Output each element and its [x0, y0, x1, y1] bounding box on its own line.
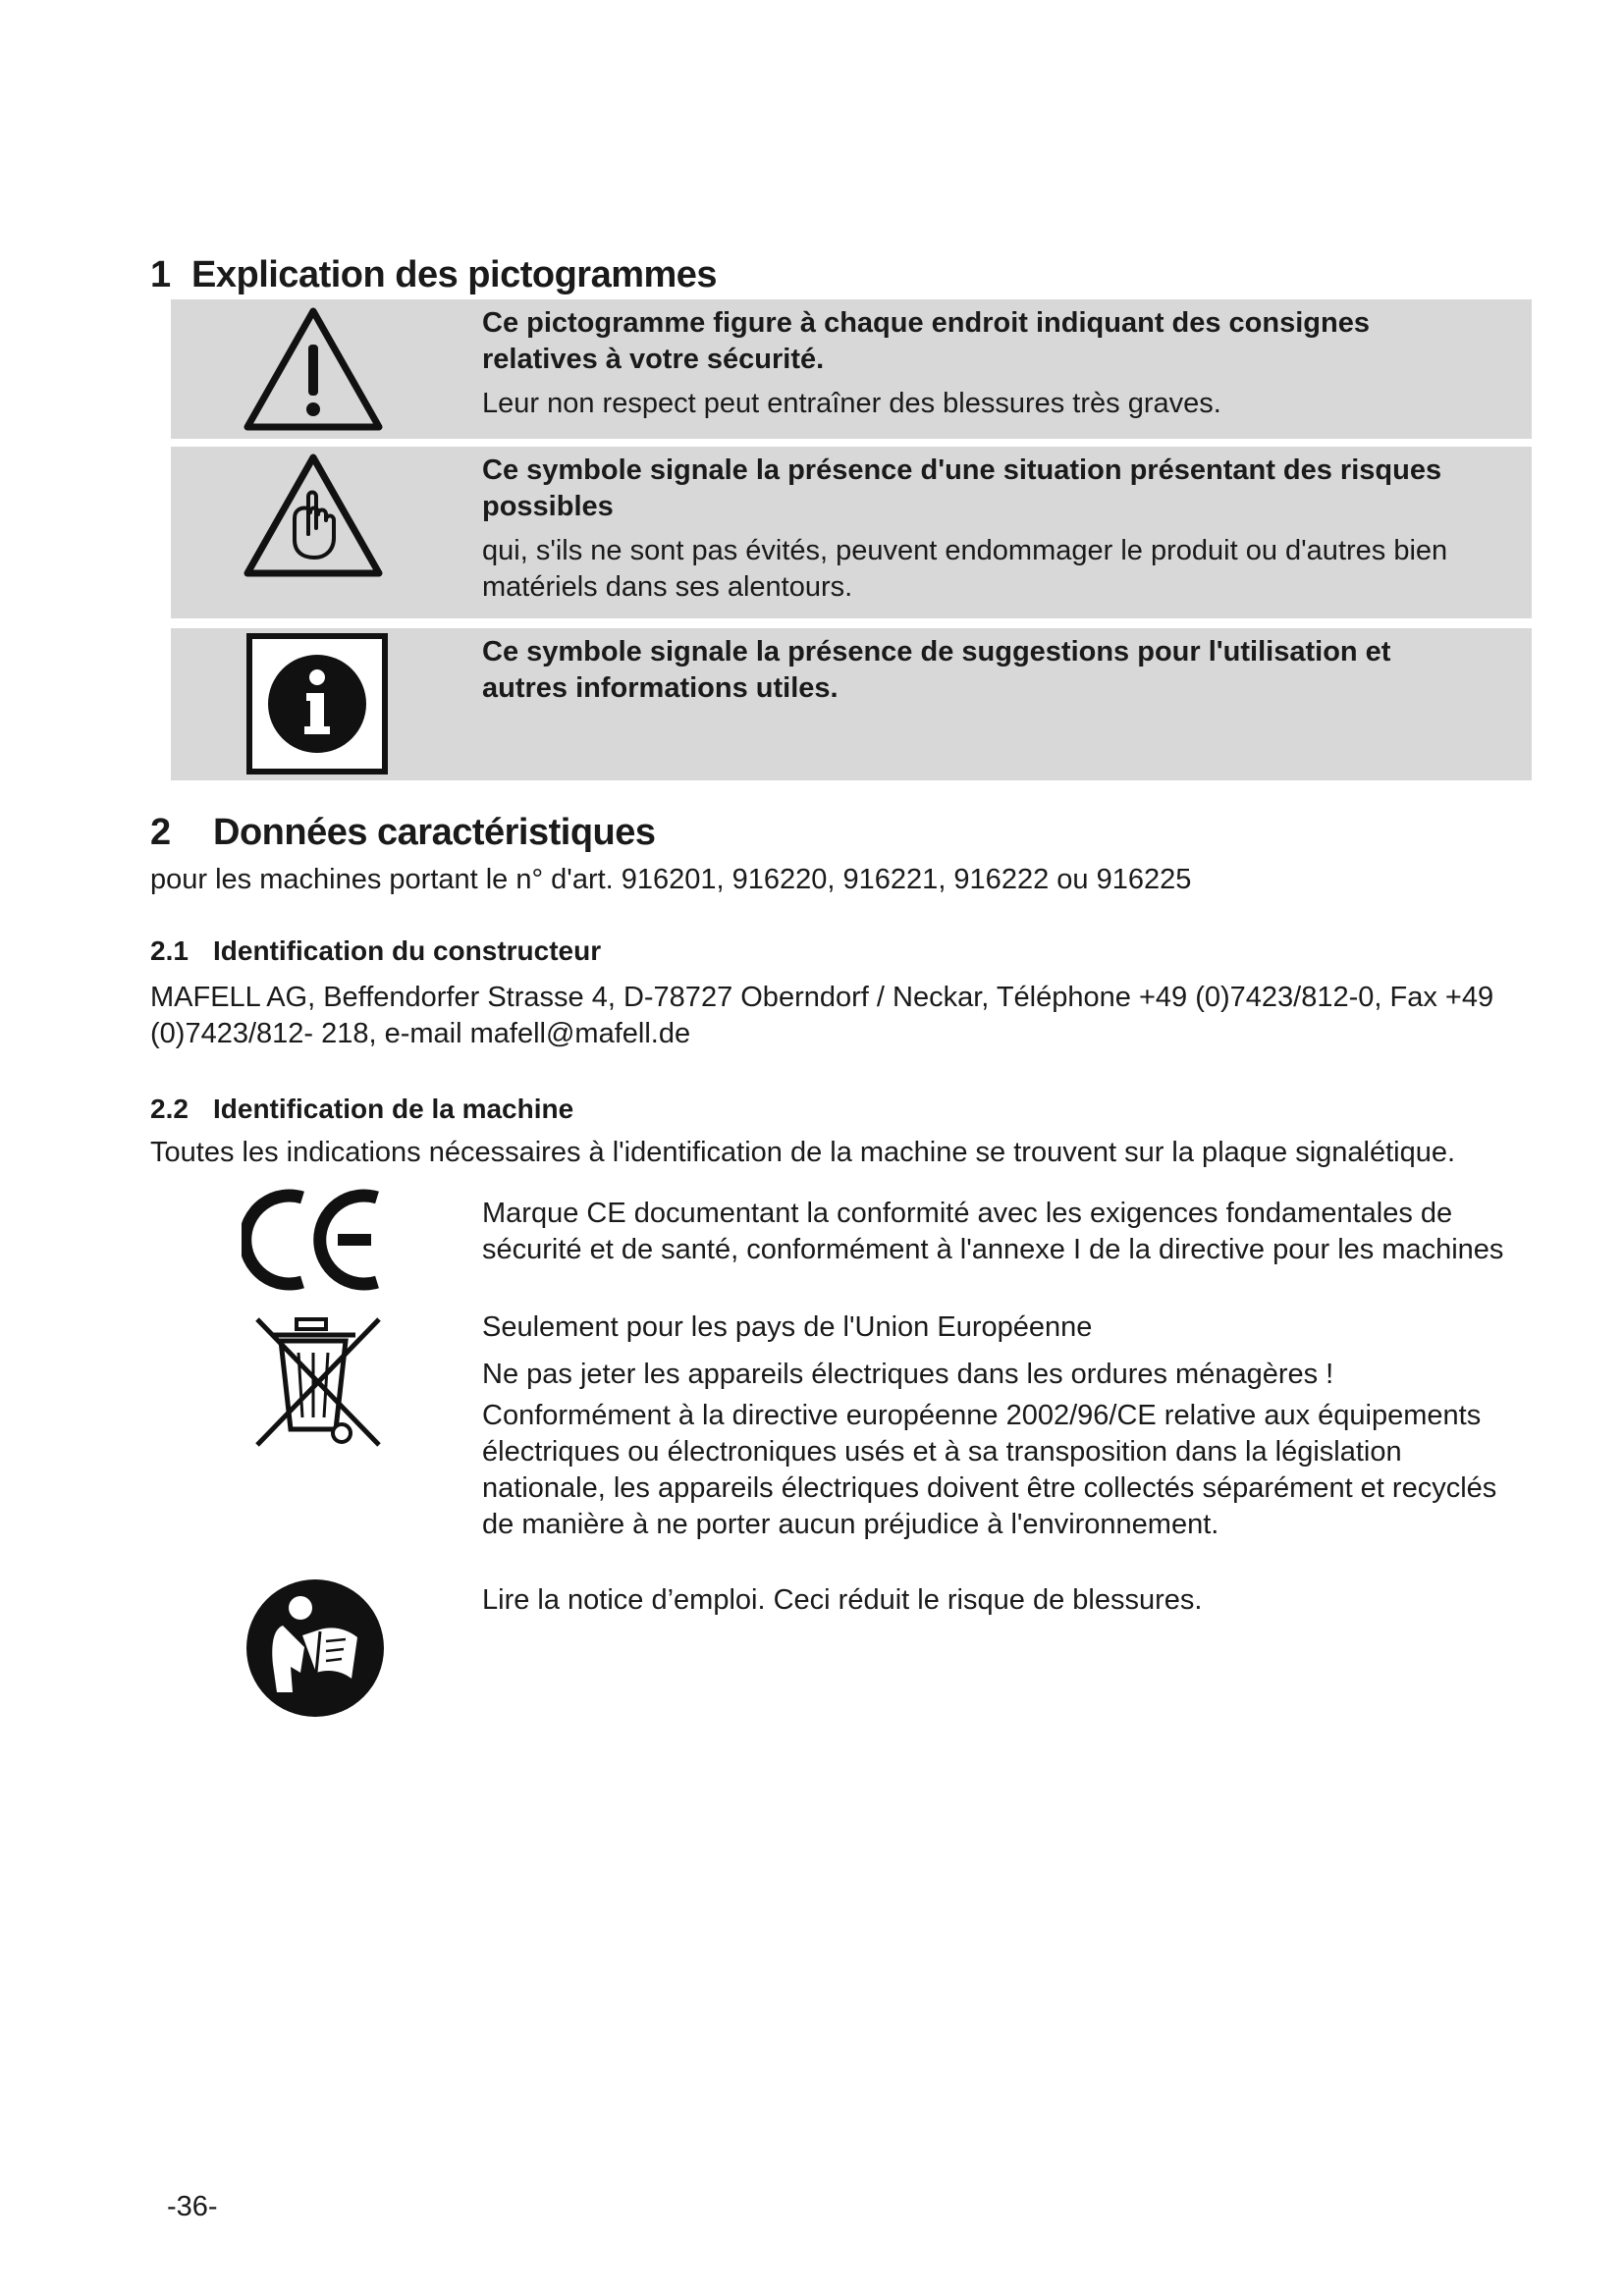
section-number: 1 — [150, 254, 171, 295]
manufacturer-address — [150, 980, 1494, 1052]
pictogram-bold-text: Ce pictogramme figure à chaque endroit indiquant des consignes relatives à votre sécurité. — [482, 307, 1370, 375]
subsection-2-2-heading — [150, 1093, 573, 1126]
section-2-intro: pour les machines portant le n° d'art. 916201, 916220, 916221, 916222 ou 916225 — [150, 864, 1192, 895]
section-1-heading — [150, 253, 717, 296]
ce-mark-description — [482, 1196, 1523, 1268]
mark-paragraph: Seulement pour les pays de l'Union Européenne — [482, 1311, 1093, 1343]
mark-paragraph: Marque CE documentant la conformité avec les exigences fondamentales de sécurité et de santé, conformément à l'annexe I de la directive pour les machines — [482, 1198, 1504, 1265]
pictogram-row-info — [171, 628, 1532, 780]
page-number: -36- — [167, 2191, 218, 2222]
machine-identification-intro: Toutes les indications nécessaires à l'identification de la machine se trouvent sur la plaque signalétique. — [150, 1137, 1456, 1168]
subsection-2-1-heading — [150, 934, 601, 968]
mark-paragraph: Conformément à la directive européenne 2002/96/CE relative aux équipements électriques ou électroniques usés et à sa transposition dans la législation nationale, les appareils électriques doivent être collectés séparément et recyclés de manière à ne porter aucun préjudice à l'environnement. — [482, 1400, 1497, 1540]
read-manual-description — [482, 1582, 1523, 1619]
section-number: 2 — [150, 812, 171, 853]
read-manual-icon — [244, 1576, 387, 1720]
pictogram-text: Leur non respect peut entraîner des blessures très graves. — [482, 388, 1221, 419]
warning-triangle-hand-icon — [240, 450, 387, 582]
pictogram-row-warning — [171, 299, 1532, 439]
subsection-number: 2.1 — [150, 935, 189, 966]
pictogram-description — [482, 453, 1473, 606]
crossed-bin-icon — [251, 1313, 385, 1451]
manufacturer-line-1: MAFELL AG, Beffendorfer Strasse 4, D-78727 Oberndorf / Neckar, Téléphone +49 (0)7423/812-0, Fax +49 — [150, 982, 1494, 1013]
pictogram-bold-text: Ce symbole signale la présence d'une situation présentant des risques possibles — [482, 454, 1442, 522]
mark-paragraph: Ne pas jeter les appareils électriques dans les ordures ménagères ! — [482, 1359, 1334, 1390]
pictogram-description — [482, 634, 1473, 707]
section-2-heading — [150, 811, 656, 854]
mark-paragraph: Lire la notice d’emploi. Ceci réduit le risque de blessures. — [482, 1584, 1203, 1616]
subsection-title: Identification de la machine — [213, 1094, 574, 1124]
pictogram-bold-text: Ce symbole signale la présence de suggestions pour l'utilisation et autres informations utiles. — [482, 636, 1391, 704]
information-icon — [245, 632, 389, 775]
subsection-title: Identification du constructeur — [213, 935, 602, 966]
subsection-number: 2.2 — [150, 1094, 189, 1124]
manufacturer-line-2: (0)7423/812- 218, e-mail mafell@mafell.de — [150, 1018, 691, 1049]
pictogram-text: qui, s'ils ne sont pas évités, peuvent endommager le produit ou d'autres bien matériels dans ses alentours. — [482, 535, 1448, 603]
section-title: Données caractéristiques — [213, 812, 656, 853]
ce-mark-icon — [242, 1186, 389, 1294]
warning-triangle-exclamation-icon — [240, 303, 387, 436]
pictogram-description — [482, 305, 1473, 422]
section-title: Explication des pictogrammes — [191, 254, 718, 295]
pictogram-row-caution — [171, 447, 1532, 618]
weee-description — [482, 1309, 1523, 1543]
